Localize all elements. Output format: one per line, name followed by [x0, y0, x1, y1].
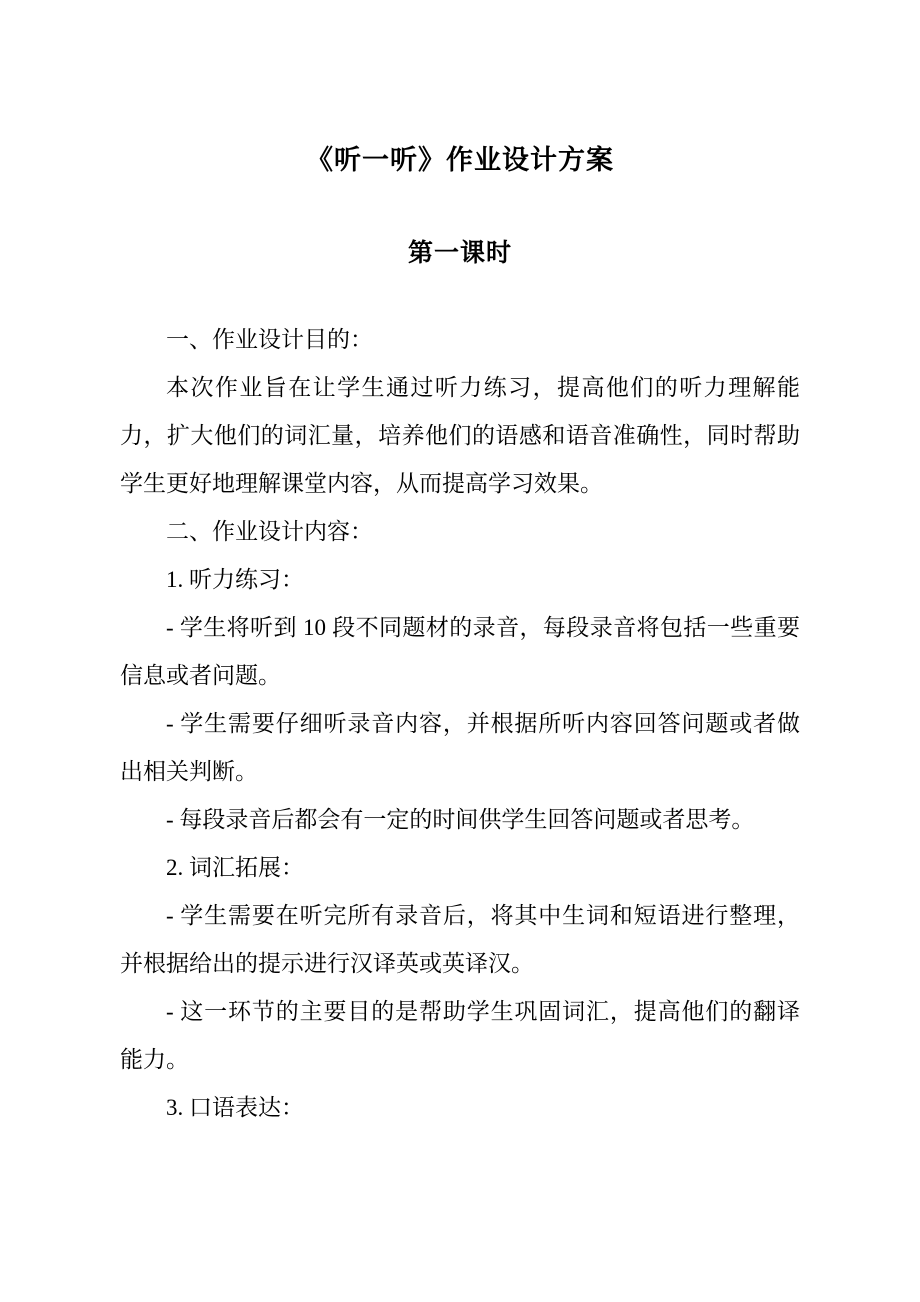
paragraph: 1. 听力练习： — [166, 567, 304, 592]
paragraph: - 每段录音后都会有一定的时间供学生回答问题或者思考。 — [166, 807, 755, 832]
paragraph: 2. 词汇拓展： — [166, 855, 304, 880]
paragraph: 一、作业设计目的： — [166, 327, 373, 352]
paragraph: 3. 口语表达： — [166, 1095, 304, 1120]
section-heading: 第一课时 — [407, 240, 512, 267]
paragraph: 二、作业设计内容： — [166, 519, 373, 544]
document-title: 《听一听》作业设计方案 — [306, 145, 614, 175]
paragraph: 本次作业旨在让学生通过听力练习，提高他们的听力理解能力，扩大他们的词汇量，培养他们的语感和语音准确性，同时帮助学生更好地理解课堂内容，从而提高学习效果。 — [120, 375, 800, 496]
paragraph: - 学生需要仔细听录音内容，并根据所听内容回答问题或者做出相关判断。 — [120, 711, 800, 784]
paragraph: - 学生将听到 10 段不同题材的录音，每段录音将包括一些重要信息或者问题。 — [120, 615, 800, 688]
paragraph: - 这一环节的主要目的是帮助学生巩固词汇，提高他们的翻译能力。 — [120, 999, 800, 1072]
paragraph: - 学生需要在听完所有录音后，将其中生词和短语进行整理，并根据给出的提示进行汉译英或英译汉。 — [120, 903, 800, 976]
